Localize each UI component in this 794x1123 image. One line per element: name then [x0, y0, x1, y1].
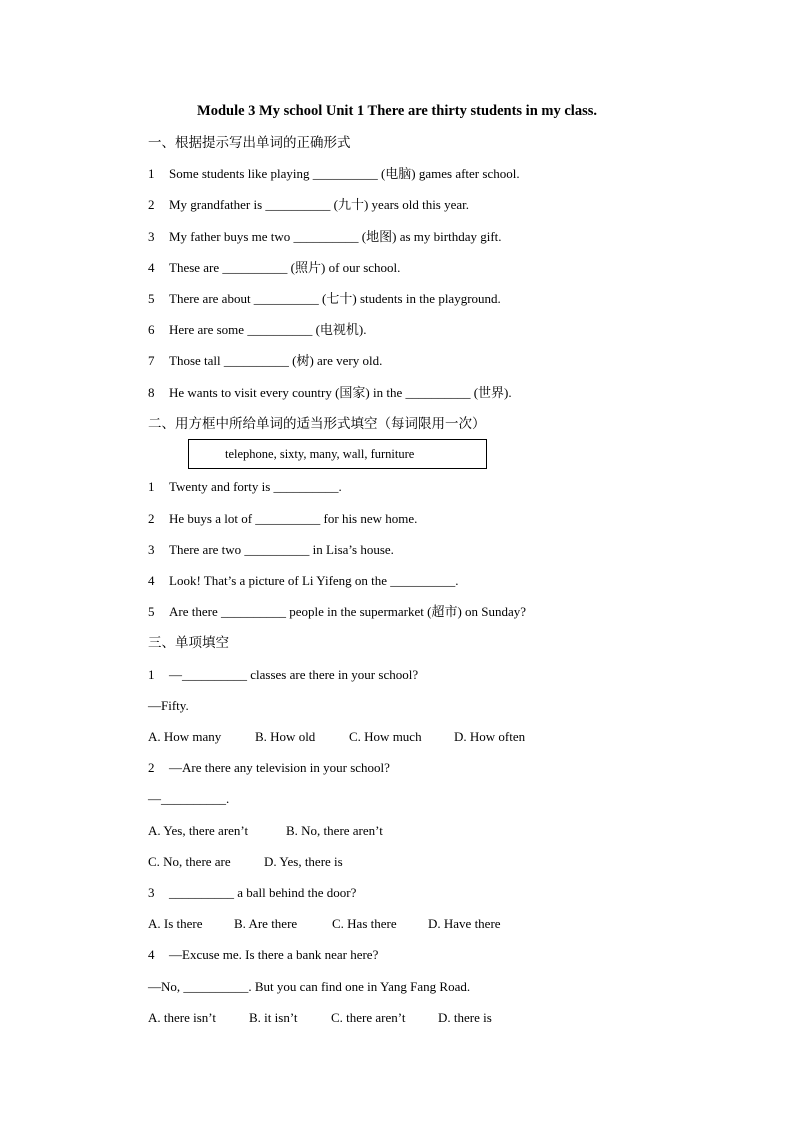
sec3-q4-options — [148, 1010, 492, 1026]
sec2-question-3: 3 There are two __________ in Lisa’s house. — [148, 542, 394, 557]
sec3-q2-answer: —__________. — [148, 791, 230, 806]
sec3-question-4: 4 —Excuse me. Is there a bank near here? — [148, 947, 379, 962]
option-c: C. No, there are — [148, 854, 231, 869]
option-d: D. How often — [454, 729, 526, 744]
option-a: A. How many — [148, 729, 222, 744]
sec3-q4-answer: —No, __________. But you can find one in Yang Fang Road. — [148, 979, 471, 994]
section-1-heading: 一、根据提示写出单词的正确形式 — [148, 135, 351, 150]
option-d: D. there is — [438, 1010, 492, 1025]
option-d: D. Yes, there is — [264, 854, 343, 869]
option-c: C. How much — [349, 729, 422, 744]
section-3-heading: 三、单项填空 — [148, 635, 229, 650]
word-bank-box: telephone, sixty, many, wall, furniture — [188, 439, 487, 469]
sec2-question-2: 2 He buys a lot of __________ for his new home. — [148, 511, 418, 526]
sec3-q1-answer: —Fifty. — [148, 698, 189, 713]
section-2-heading: 二、用方框中所给单词的适当形式填空（每词限用一次） — [148, 416, 486, 431]
sec2-question-1: 1 Twenty and forty is __________. — [148, 479, 342, 494]
sec3-q3-options — [148, 916, 501, 932]
sec1-question-7: 7 Those tall __________ (树) are very old. — [148, 353, 383, 368]
sec3-q1-options — [148, 729, 525, 745]
sec1-question-6: 6 Here are some __________ (电视机). — [148, 322, 367, 337]
option-a: A. Yes, there aren’t — [148, 823, 249, 838]
option-c: C. Has there — [332, 916, 397, 931]
option-d: D. Have there — [428, 916, 501, 931]
option-b: B. Are there — [234, 916, 298, 931]
option-b: B. it isn’t — [249, 1010, 298, 1025]
option-a: A. Is there — [148, 916, 203, 931]
sec3-q2-options-row2 — [148, 854, 343, 870]
option-b: B. How old — [255, 729, 316, 744]
sec1-question-1: 1 Some students like playing __________ (电脑) games after school. — [148, 166, 520, 181]
sec3-question-3: 3 __________ a ball behind the door? — [148, 885, 357, 900]
sec1-question-2: 2 My grandfather is __________ (九十) years old this year. — [148, 197, 470, 212]
option-b: B. No, there aren’t — [286, 823, 383, 838]
sec2-question-4: 4 Look! That’s a picture of Li Yifeng on the __________. — [148, 573, 459, 588]
sec2-question-5: 5 Are there __________ people in the supermarket (超市) on Sunday? — [148, 604, 527, 619]
sec1-question-8: 8 He wants to visit every country (国家) in the __________ (世界). — [148, 385, 512, 400]
page-title: Module 3 My school Unit 1 There are thirty students in my class. — [197, 103, 597, 119]
sec1-question-4: 4 These are __________ (照片) of our school. — [148, 260, 401, 275]
option-c: C. there aren’t — [331, 1010, 406, 1025]
sec3-question-1: 1 —__________ classes are there in your school? — [148, 667, 419, 682]
sec3-question-2: 2 —Are there any television in your school? — [148, 760, 390, 775]
sec3-q2-options-row1 — [148, 823, 383, 839]
sec1-question-5: 5 There are about __________ (七十) students in the playground. — [148, 291, 501, 306]
sec1-question-3: 3 My father buys me two __________ (地图) as my birthday gift. — [148, 229, 502, 244]
option-a: A. there isn’t — [148, 1010, 216, 1025]
